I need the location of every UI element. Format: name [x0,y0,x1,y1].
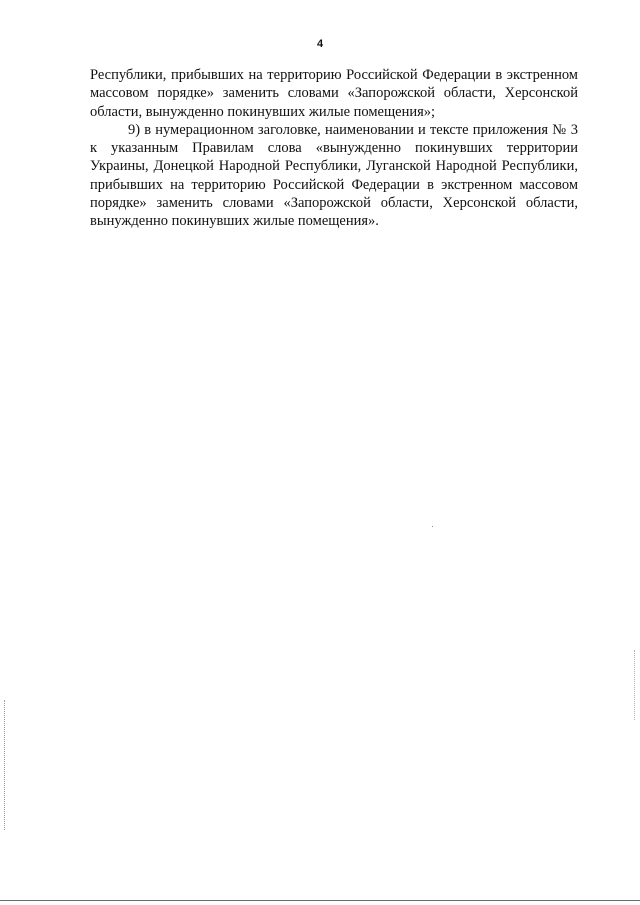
scan-speck [432,526,433,527]
scan-artifact-right [634,650,636,720]
paragraph-item-9: 9) в нумерационном заголовке, наименовании и тексте приложения № 3 к указанным Правилам слова «вынужденно покинувших территории Украины, Донецкой Народной Республики, Луганской Народной Республики, прибывших на территорию Российской Федерации в экстренном массовом порядке» заменить словами «Запорожской области, Херсонской области, вынужденно покинувших жилые помещения». [90,121,578,230]
paragraph-continuation: Республики, прибывших на территорию Российской Федерации в экстренном массовом порядке» заменить словами «Запорожской области, Херсонской области, вынужденно покинувших жилые помещения»; [90,67,578,120]
document-body [90,66,578,231]
page-number: 4 [316,38,324,50]
page-bottom-edge [0,900,640,901]
scan-artifact-left [4,700,6,830]
